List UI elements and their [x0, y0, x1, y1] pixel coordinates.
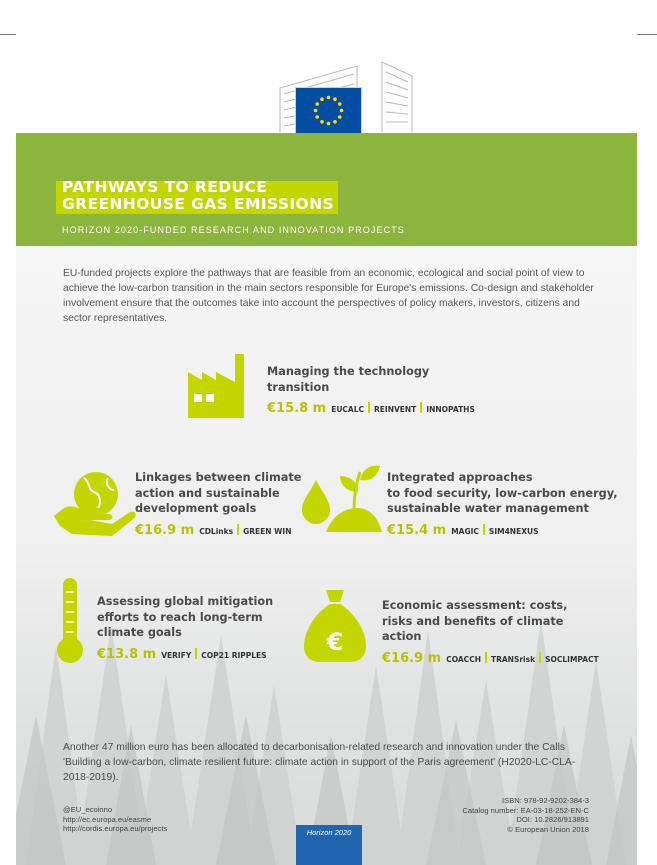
intro-paragraph: EU-funded projects explore the pathways that are feasible from an economic, ecological and social point of view to achieve the low-carbon transition in the main sectors responsible for Europe's emissions. Co-design and stakeholder involvement ensure that the outcomes take into account the perspectives of policy makers, investors, citizens and sector representatives.: [63, 268, 594, 324]
project-separator: [195, 648, 197, 659]
topic-title-line: action: [382, 630, 422, 643]
topic-technology-transition: [267, 364, 475, 417]
project-separator: [539, 652, 541, 663]
project-name: COP21 RIPPLES: [201, 650, 267, 660]
topic-title-line: Linkages between climate: [135, 471, 302, 484]
svg-text:€: €: [326, 628, 344, 656]
topic-economic-assessment: [382, 598, 599, 667]
topic-climate-sdg-linkages: [135, 470, 301, 539]
funding-amount: €15.4 m: [387, 522, 447, 538]
project-separator: [420, 402, 422, 413]
factsheet-page: [16, 0, 637, 865]
water-plant-icon: [302, 462, 382, 532]
catalog-number: Catalog number: EA-03-18-252-EN-C: [462, 805, 589, 815]
easme-link[interactable]: http://ec.europa.eu/easme: [63, 814, 152, 824]
horizon-2020-tab: [296, 825, 362, 865]
factory-icon: [188, 352, 250, 418]
topic-title-line: Economic assessment: costs,: [382, 599, 568, 612]
title-line-2: GREENHOUSE GAS EMISSIONS: [62, 195, 335, 213]
isbn: ISBN: 978-92-9202-384-3: [502, 796, 589, 805]
eu-flag-icon: [296, 88, 361, 133]
project-name: COACCH: [446, 654, 481, 664]
topic-title-line: risks and benefits of climate: [382, 614, 564, 628]
topic-title-line: Assessing global mitigation: [97, 595, 274, 608]
title-banner: [16, 133, 637, 246]
project-separator: [483, 524, 485, 535]
funding-amount: €13.8 m: [97, 646, 157, 662]
project-separator: [485, 652, 487, 663]
topic-title-line: Integrated approaches: [387, 471, 533, 484]
topic-title-line: transition: [267, 380, 330, 394]
funding-amount: €15.8 m: [267, 401, 327, 416]
project-name: CDLinks: [199, 526, 234, 536]
project-name: INNOPATHS: [426, 405, 475, 414]
project-name: EUCALC: [331, 405, 365, 414]
topic-title-line: to food security, low-carbon energy,: [387, 486, 618, 500]
project-separator: [368, 402, 370, 413]
globe-hand-icon: [54, 468, 136, 538]
project-separator: [237, 524, 239, 535]
topic-integrated-approaches: [387, 470, 618, 539]
catalog-info: [462, 796, 589, 834]
project-name: GREEN WIN: [243, 526, 292, 536]
topic-global-mitigation: [97, 594, 273, 663]
project-name: VERIFY: [161, 650, 192, 660]
twitter-handle[interactable]: @EU_ecoinno: [63, 805, 113, 814]
copyright: © European Union 2018: [507, 824, 589, 834]
crop-mark-right-h: [635, 34, 657, 35]
funding-amount: €16.9 m: [382, 650, 442, 666]
topic-title-line: action and sustainable: [135, 486, 280, 500]
topic-title-line: Managing the technology: [267, 365, 430, 378]
project-name: SOCLIMPACT: [545, 654, 599, 664]
project-name: SIM4NEXUS: [488, 526, 539, 536]
additional-funding-note: Another 47 million euro has been allocated to decarbonisation-related research and innovation under the Calls 'Building a low-carbon, climate resilient future: climate action in support of the Paris agreement' (H2020-LC-CLA-2018-2019).: [63, 742, 576, 783]
cordis-link[interactable]: http://cordis.europa.eu/projects: [63, 824, 168, 834]
project-name: MAGIC: [451, 526, 479, 536]
page-subtitle: HORIZON 2020-FUNDED RESEARCH AND INNOVATION PROJECTS: [62, 225, 405, 235]
contact-links: [63, 805, 167, 834]
topic-title-line: climate goals: [97, 626, 182, 639]
doi: DOI: 10.2826/913891: [516, 815, 589, 825]
thermometer-icon: [56, 578, 84, 664]
funding-amount: €16.9 m: [135, 522, 195, 538]
topic-title-line: sustainable water management: [387, 502, 589, 515]
project-name: REINVENT: [374, 405, 417, 414]
title-line-1: PATHWAYS TO REDUCE: [62, 178, 268, 196]
programme-label: Horizon 2020: [306, 828, 352, 837]
project-name: TRANSrisk: [490, 654, 536, 664]
page-title: [62, 179, 334, 213]
money-bag-icon: [304, 588, 366, 662]
topic-title-line: development goals: [135, 502, 257, 515]
topic-title-line: efforts to reach long-term: [97, 610, 263, 624]
